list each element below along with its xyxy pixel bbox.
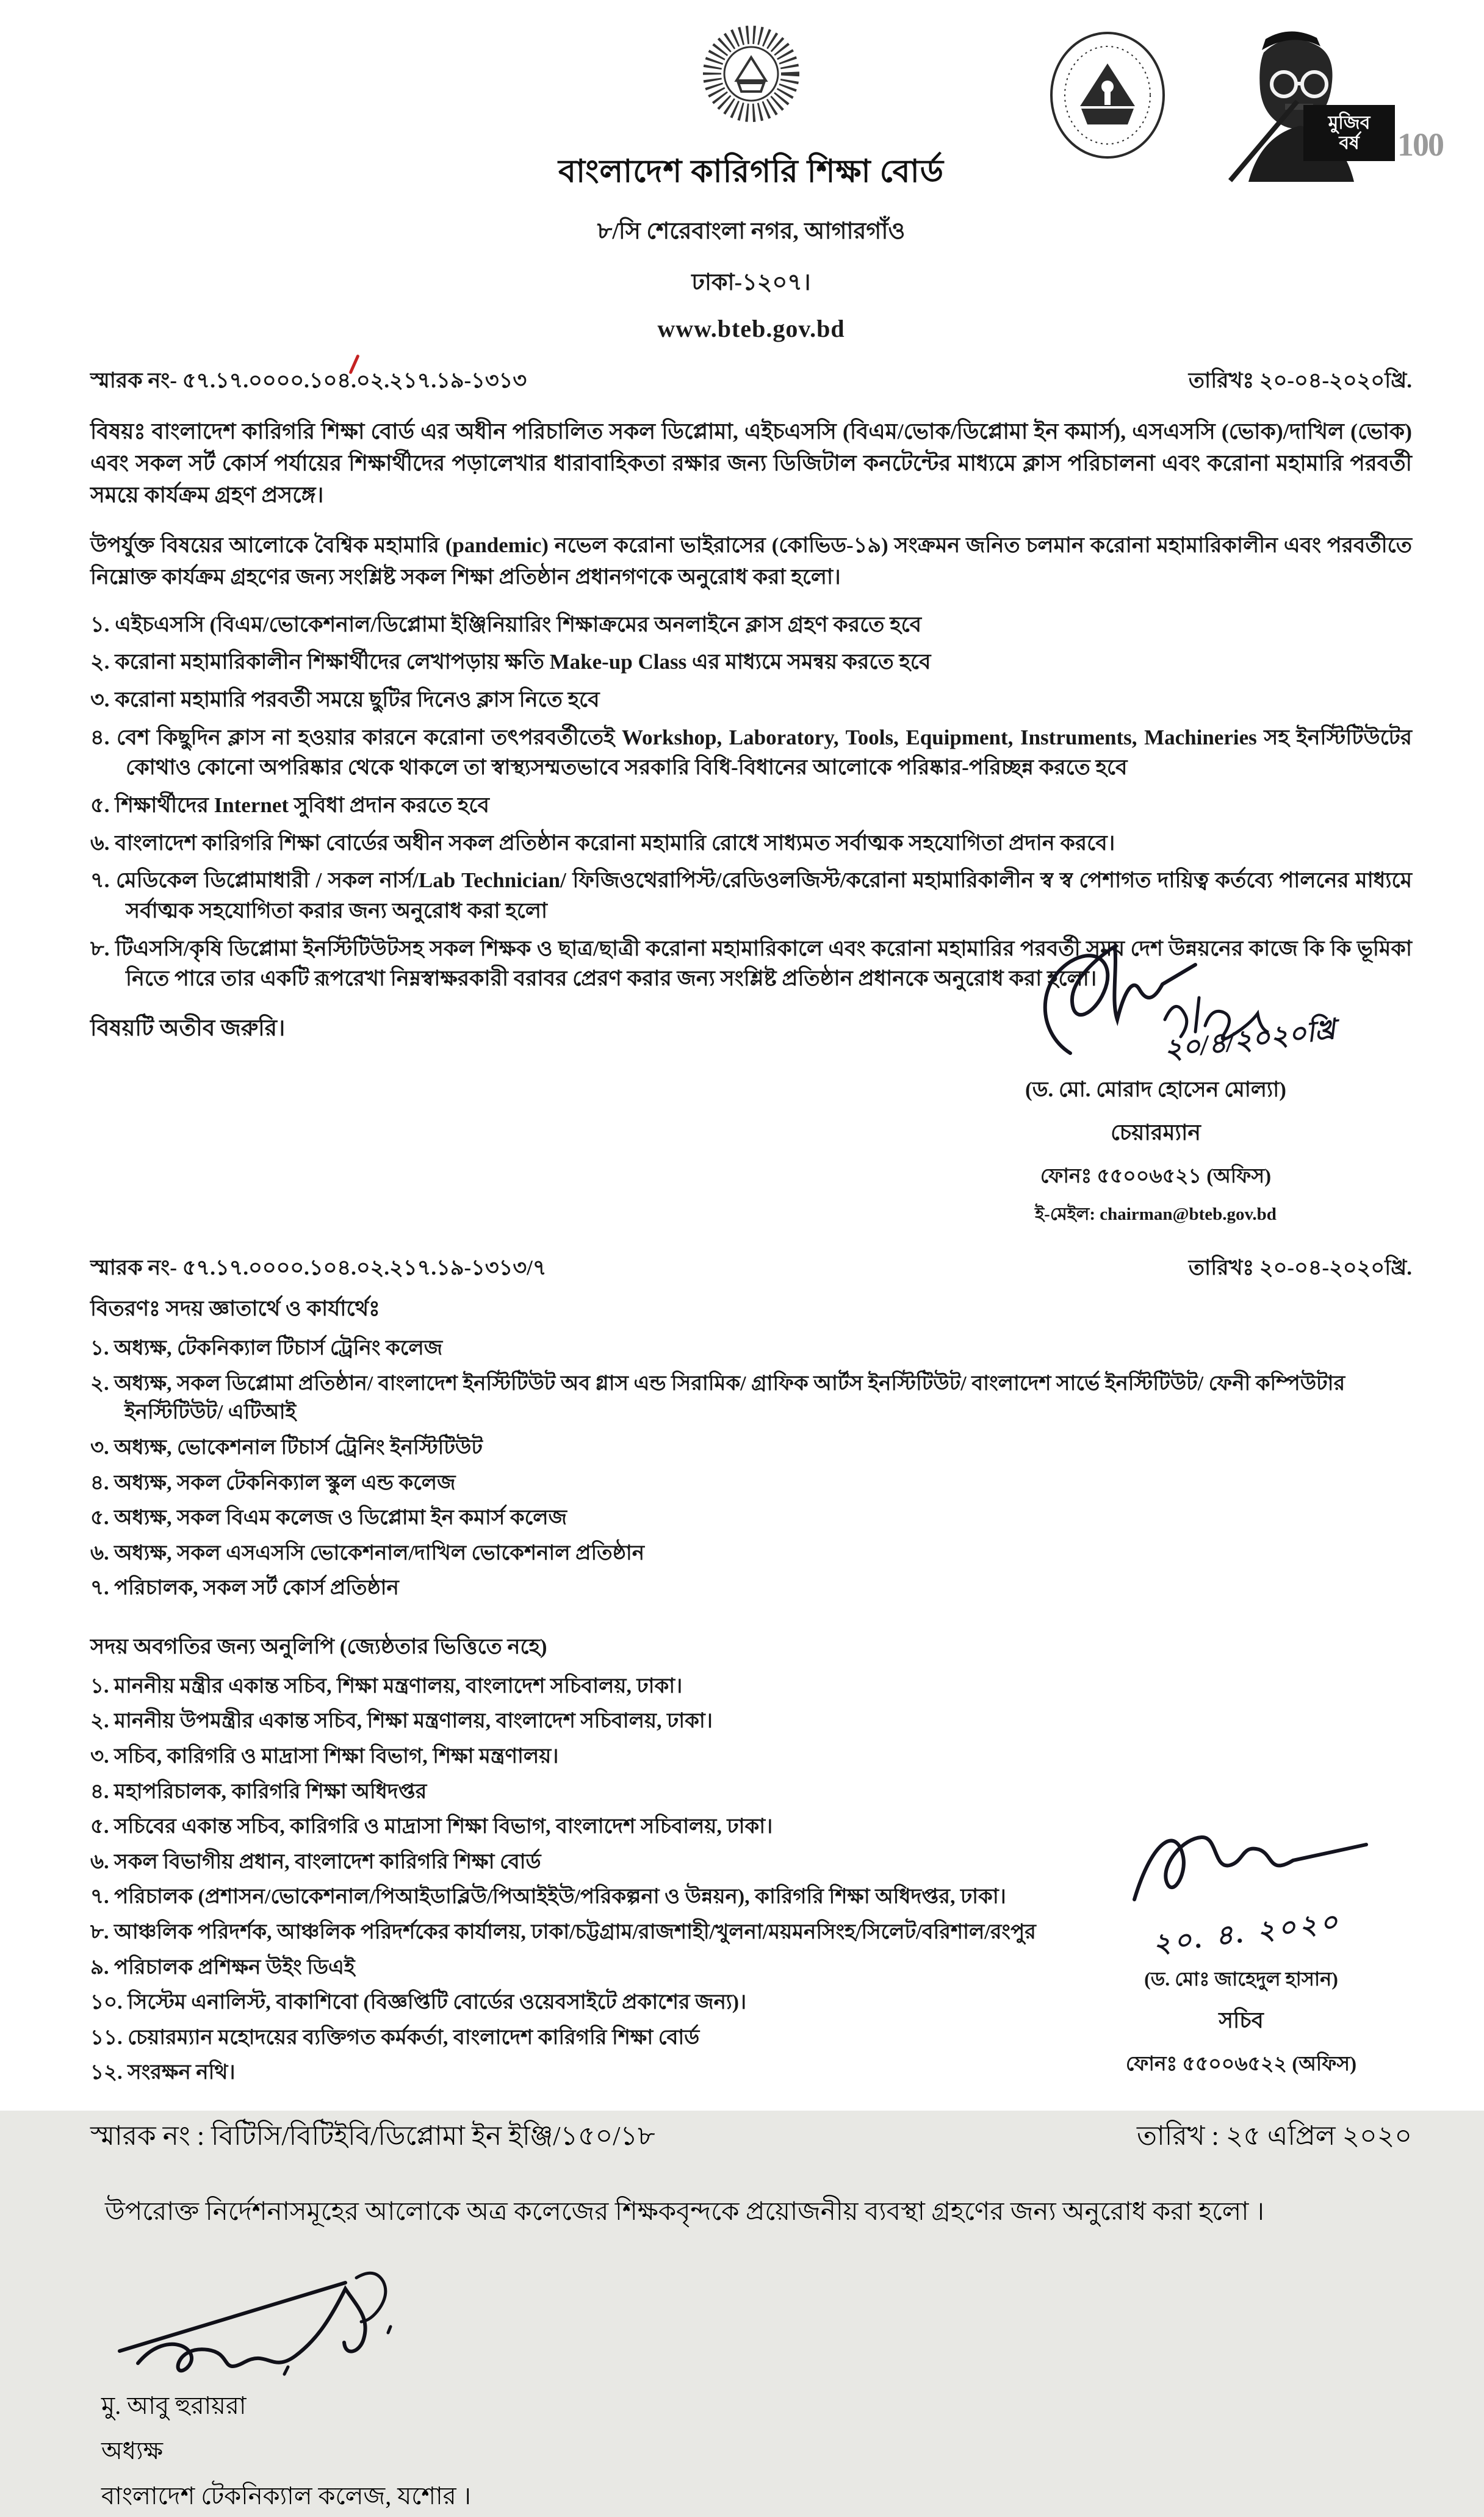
- round-seal-icon: [1043, 28, 1172, 168]
- distribution-item: ৩. অধ্যক্ষ, ভোকেশনাল টিচার্স ট্রেনিং ইনস্টিটিউট: [90, 1436, 483, 1459]
- urgent-and-signature-row: [90, 1001, 1412, 1230]
- secretary-title: সচিব: [1219, 2007, 1264, 2033]
- instruction-item: ৭. মেডিকেল ডিপ্লোমাধারী / সকল নার্স/Lab Technician/ ফিজিওথেরাপিস্ট/রেডিওলজিস্ট/করোনা মহামারিকালীন স্ব স্ব পেশাগত দায়িত্ব কর্তব্যে পালনের মাধ্যমে সর্বাত্মক সহযোগিতা করার জন্য অনুরোধ করা হলো: [90, 868, 1412, 923]
- distribution-item: ৭. পরিচালক, সকল সর্ট কোর্স প্রতিষ্ঠান: [90, 1577, 399, 1600]
- copies-heading: সদয় অবগতির জন্য অনুলিপি (জ্যেষ্ঠতার ভিত্তিতে নহে): [90, 1634, 547, 1658]
- org-address-line1: ৮/সি শেরেবাংলা নগর, আগারগাঁও: [597, 218, 906, 244]
- memo3-number: স্মারক নং : বিটিসি/বিটিইবি/ডিপ্লোমা ইন ইঞ্জি/১৫০/১৮: [90, 2121, 655, 2151]
- copy-item: ১. মাননীয় মন্ত্রীর একান্ত সচিব, শিক্ষা মন্ত্রণালয়, বাংলাদেশ সচিবালয়, ঢাকা।: [90, 1674, 683, 1698]
- secretary-signature-block: [1046, 1802, 1436, 2082]
- copy-item: ৬. সকল বিভাগীয় প্রধান, বাংলাদেশ কারিগরি শিক্ষা বোর্ড: [90, 1850, 541, 1873]
- memo-row-2: [90, 1251, 1412, 1287]
- copy-item: ১১. চেয়ারম্যান মহোদয়ের ব্যক্তিগত কর্মকর্তা, বাংলাদেশ কারিগরি শিক্ষা বোর্ড: [90, 2026, 700, 2049]
- chairman-signature-icon: [1012, 928, 1337, 1068]
- memo1-number: [90, 364, 527, 400]
- chairman-name: (ড. মো. মোরাদ হোসেন মোল্যা): [1025, 1078, 1286, 1102]
- secretary-signature-icon: [1110, 1802, 1372, 1959]
- chairman-signature-block: [899, 928, 1412, 1230]
- intro-paragraph: উপর্যুক্ত বিষয়ের আলোকে বৈশ্বিক মহামারি (pandemic) নভেল করোনা ভাইরাসের (কোভিড-১৯) সংক্রমন জনিত চলমান করোনা মহামারিকালীন এবং পরবর্তীতে নিম্নোক্ত কার্যক্রম গ্রহণের জন্য সংশ্লিষ্ট সকল শিক্ষা প্রতিষ্ঠান প্রধানগণকে অনুরোধ করা হলো।: [90, 533, 1412, 589]
- copy-item: ৫. সচিবের একান্ত সচিব, কারিগরি ও মাদ্রাসা শিক্ষা বিভাগ, বাংলাদেশ সচিবালয়, ঢাকা।: [90, 1815, 773, 1838]
- distribution-item: ৬. অধ্যক্ষ, সকল এসএসসি ভোকেশনাল/দাখিল ভোকেশনাল প্রতিষ্ঠান: [90, 1541, 644, 1565]
- mujib-label: [1303, 105, 1395, 161]
- header-logos: [1043, 28, 1443, 182]
- copy-item: ৭. পরিচালক (প্রশাসন/ভোকেশনাল/পিআইডাব্লিউ/পিআইইউ/পরিকল্পনা ও উন্নয়ন), কারিগরি শিক্ষা অধিদপ্তর, ঢাকা।: [90, 1885, 1006, 1909]
- instruction-item: ৩. করোনা মহামারি পরবর্তী সময়ে ছুটির দিনেও ক্লাস নিতে হবে: [90, 687, 600, 711]
- distribution-item: ১. অধ্যক্ষ, টেকনিক্যাল টিচার্স ট্রেনিং কলেজ: [90, 1337, 443, 1360]
- mujib-label-line1: মুজিব: [1328, 113, 1371, 133]
- distribution-item: ২. অধ্যক্ষ, সকল ডিপ্লোমা প্রতিষ্ঠান/ বাংলাদেশ ইনস্টিটিউট অব গ্লাস এন্ড সিরামিক/ গ্রাফিক আর্টস ইনস্টিটিউট/ বাংলাদেশ সার্ভে ইনস্টিটিউট/ ফেনী কম্পিউটার ইনস্টিটিউট/ এটিআই: [90, 1372, 1345, 1424]
- copy-item: ৪. মহাপরিচালক, কারিগরি শিক্ষা অধিদপ্তর: [90, 1780, 427, 1803]
- chairman-phone: ফোনঃ ৫৫০০৬৫২১ (অফিস): [1040, 1165, 1272, 1188]
- secretary-name: (ড. মোঃ জাহেদুল হাসান): [1144, 1967, 1338, 1990]
- distribution-item: ৪. অধ্যক্ষ, সকল টেকনিক্যাল স্কুল এন্ড কলেজ: [90, 1471, 456, 1494]
- memo1-date: তারিখঃ ২০-০৪-২০২০খ্রি.: [1188, 369, 1412, 392]
- principal-title: অধ্যক্ষ: [101, 2437, 164, 2465]
- principal-signature-block: [101, 2260, 1412, 2517]
- chairman-handwritten-date: ২০/৪/২০২০খ্রি: [1162, 1014, 1337, 1066]
- memo-row-3: [90, 2116, 1412, 2160]
- principal-signature-icon: [101, 2260, 1412, 2382]
- memo-row-1: [90, 364, 1412, 400]
- instruction-item: ৫. শিক্ষার্থীদের Internet সুবিধা প্রদান করতে হবে: [90, 793, 489, 817]
- principal-institute: বাংলাদেশ টেকনিক্যাল কলেজ, যশোর ।: [101, 2482, 471, 2510]
- copy-item: ৮. আঞ্চলিক পরিদর্শক, আঞ্চলিক পরিদর্শকের কার্যালয়, ঢাকা/চট্টগ্রাম/রাজশাহী/খুলনা/ময়মনসিংহ/সিলেট/বরিশাল/রংপুর: [90, 1921, 1036, 1944]
- copy-item: ১০. সিস্টেম এনালিস্ট, বাকাশিবো (বিজ্ঞপ্তিটি বোর্ডের ওয়েবসাইটে প্রকাশের জন্য)।: [90, 1991, 747, 2014]
- copy-item: ৯. পরিচালক প্রশিক্ষন উইং ডিএই: [90, 1956, 355, 1979]
- secretary-handwritten-date: ২০. ৪. ২০২০: [1151, 1906, 1343, 1959]
- org-name: বাংলাদেশ কারিগরি শিক্ষা বোর্ড: [558, 154, 944, 189]
- org-address-line2: ঢাকা-১২০৭।: [691, 270, 811, 295]
- bteb-emblem-icon: [698, 21, 805, 128]
- mujib-label-line2: বর্ষ: [1339, 133, 1360, 153]
- copy-item: ১২. সংরক্ষন নথি।: [90, 2061, 236, 2084]
- subject-line: বিষয়ঃ বাংলাদেশ কারিগরি শিক্ষা বোর্ড এর অধীন পরিচালিত সকল ডিপ্লোমা, এইচএসসি (বিএম/ভোক/ডিপ্লোমা ইন কমার্স), এসএসসি (ভোক)/দাখিল (ভোক) এবং সকল সর্ট কোর্স পর্যায়ের শিক্ষার্থীদের পড়ালেখার ধারাবাহিকতা রক্ষার জন্য ডিজিটাল কনটেন্টের মাধ্যমে ক্লাস পরিচালনা এবং করোনা মহামারি পরবর্তী সময়ে কার্যক্রম গ্রহণ প্রসঙ্গে।: [90, 419, 1412, 508]
- distribution-item: ৫. অধ্যক্ষ, সকল বিএম কলেজ ও ডিপ্লোমা ইন কমার্স কলেজ: [90, 1507, 567, 1530]
- chairman-title: চেয়ারম্যান: [1111, 1120, 1201, 1145]
- instruction-item: ২. করোনা মহামারিকালীন শিক্ষার্থীদের লেখাপড়ায় ক্ষতি Make-up Class এর মাধ্যমে সমন্বয় করতে হবে: [90, 650, 931, 674]
- mujib-100-text: 100: [1397, 126, 1443, 163]
- copy-item: ৩. সচিব, কারিগরি ও মাদ্রাসা শিক্ষা বিভাগ, শিক্ষা মন্ত্রণালয়।: [90, 1745, 559, 1768]
- letterhead: [90, 17, 1443, 343]
- urgent-note: বিষয়টি অতীব জরুরি।: [90, 1016, 286, 1042]
- memo1-number-text: স্মারক নং- ৫৭.১৭.০০০০.১০৪.০২.২১৭.১৯-১৩১৩: [90, 369, 527, 392]
- secretary-phone: ফোনঃ ৫৫০০৬৫২২ (অফিস): [1125, 2053, 1357, 2075]
- distribution-heading: বিতরণঃ সদয় জ্ঞাতার্থে ও কার্যার্থেঃ: [90, 1297, 380, 1321]
- org-website: www.bteb.gov.bd: [657, 315, 845, 342]
- forwarding-note: উপরোক্ত নির্দেশনাসমূহের আলোকে অত্র কলেজের শিক্ষকবৃন্দকে প্রয়োজনীয় ব্যবস্থা গ্রহণের জন্য অনুরোধ করা হলো ।: [105, 2198, 1264, 2226]
- instruction-item: ১. এইচএসসি (বিএম/ভোকেশনাল/ডিপ্লোমা ইঞ্জিনিয়ারিং শিক্ষাক্রমের অনলাইনে ক্লাস গ্রহণ করতে হবে: [90, 612, 922, 636]
- memo2-number: স্মারক নং- ৫৭.১৭.০০০০.১০৪.০২.২১৭.১৯-১৩১৩/৭: [90, 1256, 547, 1280]
- instruction-item: ৪. বেশ কিছুদিন ক্লাস না হওয়ার কারনে করোনা তৎপরবর্তীতেই Workshop, Laboratory, Tools, Equipment, Instruments, Machineries সহ ইনস্টিটিউটের কোথাও কোনো অপরিষ্কার থেকে থাকলে তা স্বাস্থ্যসম্মতভাবে সরকারি বিধি-বিধানের আলোকে পরিষ্কার-পরিচ্ছন্ন করতে হবে: [90, 725, 1412, 780]
- principal-name: মু. আবু হুরায়রা: [101, 2392, 247, 2419]
- instruction-item: ৮. টিএসসি/কৃষি ডিপ্লোমা ইনস্টিটিউটসহ সকল শিক্ষক ও ছাত্র/ছাত্রী করোনা মহামারিকালে এবং করোনা মহামারির পরবর্তী সময় দেশ উন্নয়নের কাজে কি কি ভূমিকা নিতে পারে তার একটি রূপরেখা নিম্নস্বাক্ষরকারী বরাবর প্রেরণ করার জন্য সংশ্লিষ্ট প্রতিষ্ঠান প্রধানকে অনুরোধ করা হলো।: [90, 936, 1412, 991]
- memo3-date: তারিখ : ২৫ এপ্রিল ২০২০: [1137, 2121, 1412, 2151]
- mujib-borsho-logo-icon: [1206, 28, 1443, 182]
- copies-section: [90, 1630, 1412, 2087]
- instruction-item: ৬. বাংলাদেশ কারিগরি শিক্ষা বোর্ডের অধীন সকল প্রতিষ্ঠান করোনা মহামারি রোধে সাধ্যমত সর্বাত্মক সহযোগিতা প্রদান করবে।: [90, 830, 1115, 855]
- memo2-date: তারিখঃ ২০-০৪-২০২০খ্রি.: [1188, 1256, 1412, 1280]
- distribution-section: [90, 1292, 1412, 1603]
- chairman-email: ই-মেইল: chairman@bteb.gov.bd: [1035, 1204, 1277, 1225]
- copy-item: ২. মাননীয় উপমন্ত্রীর একান্ত সচিব, শিক্ষা মন্ত্রণালয়, বাংলাদেশ সচিবালয়, ঢাকা।: [90, 1710, 713, 1733]
